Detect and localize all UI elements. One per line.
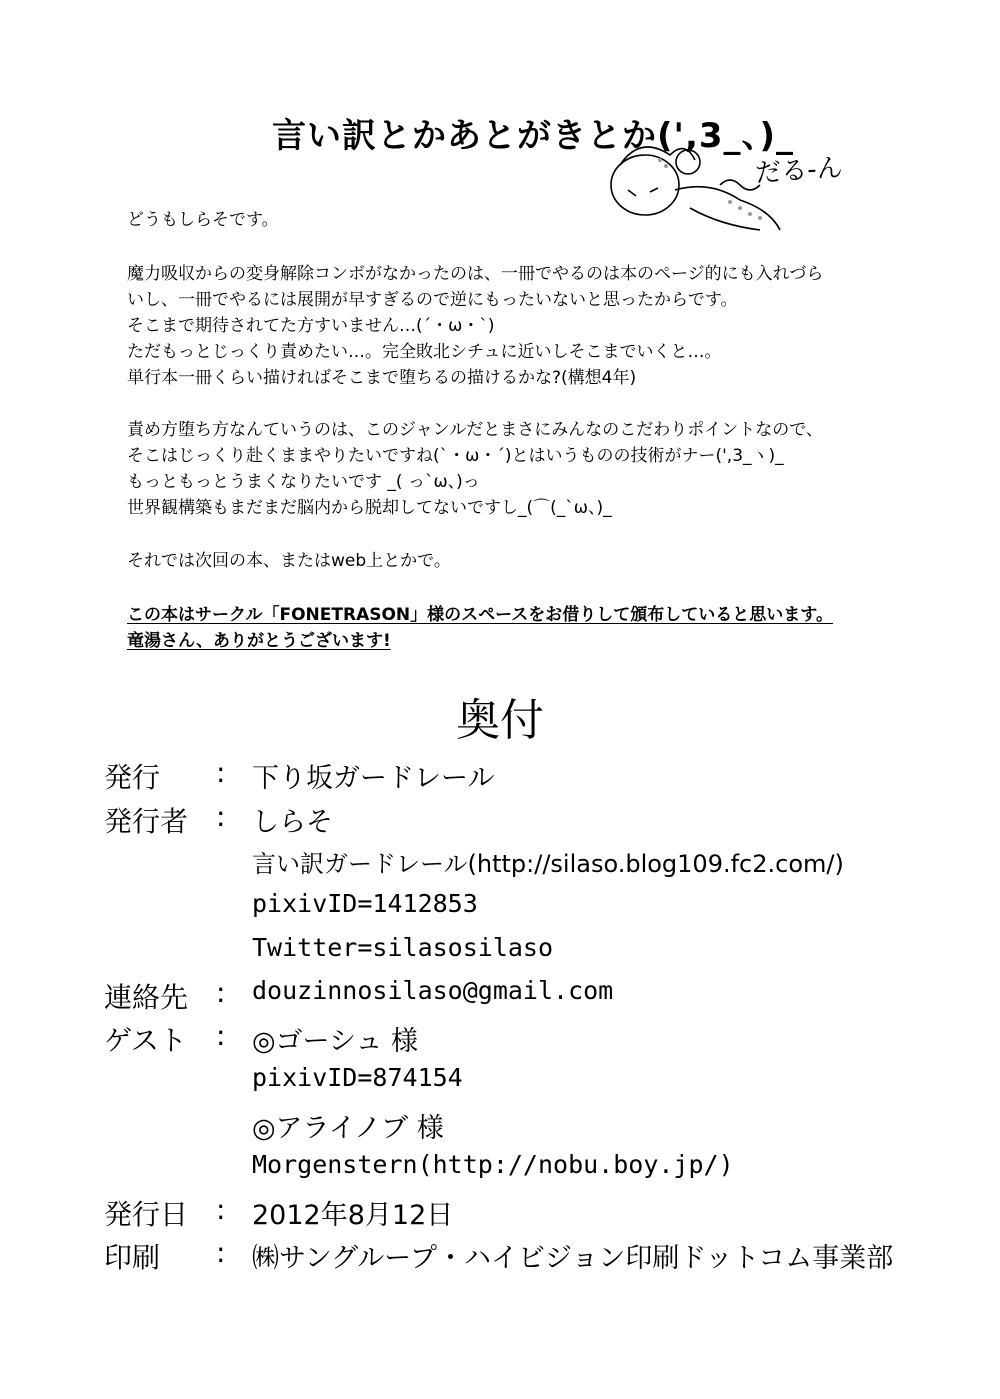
colophon-row-author bbox=[0, 800, 1000, 840]
row-value: ◎アライノブ 様 bbox=[252, 1113, 444, 1144]
text-line: 世界観構築もまだまだ脳内から脱却してないですし_(⌒(_`ω、)_ bbox=[127, 498, 612, 518]
colophon-row-continuation bbox=[0, 889, 1000, 929]
pixiv-id: pixivID=1412853 bbox=[252, 889, 478, 918]
colophon-row-guest bbox=[0, 1019, 1000, 1059]
text-line: いし、一冊でやるには展開が早すぎるので逆にもったいないと思ったからです。 bbox=[127, 290, 738, 310]
row-value: ◎ゴーシュ 様 bbox=[252, 1026, 419, 1057]
row-value: 下り坂ガードレール bbox=[252, 763, 495, 794]
email-address: douzinnosilaso@gmail.com bbox=[252, 976, 614, 1005]
colophon-title: 奥付 bbox=[456, 695, 544, 746]
colophon-row-continuation bbox=[0, 933, 1000, 973]
row-label: 発行日 bbox=[104, 1198, 189, 1231]
text-line: 魔力吸収からの変身解除コンボがなかったのは、一冊でやるのは本のページ的にも入れづら bbox=[127, 264, 824, 284]
thanks-notice: 竜湯さん、ありがとうございます! bbox=[127, 631, 391, 651]
colophon-row-continuation bbox=[0, 844, 1000, 884]
row-colon: : bbox=[216, 1236, 226, 1269]
text-line: 単行本一冊くらい描ければそこまで堕ちるの描けるかな?(構想4年) bbox=[127, 368, 637, 388]
publish-date: 2012年8月12日 bbox=[252, 1200, 454, 1231]
printer-name: ㈱サングループ・ハイビジョン印刷ドットコム事業部 bbox=[252, 1243, 894, 1274]
text-line: それでは次回の本、またはweb上とかで。 bbox=[127, 551, 451, 571]
row-colon: : bbox=[216, 976, 226, 1009]
row-colon: : bbox=[216, 800, 226, 833]
colophon-row-continuation bbox=[0, 1063, 1000, 1103]
doodle-caption: だる-ん bbox=[754, 152, 844, 190]
row-label: 印刷 bbox=[104, 1241, 161, 1274]
row-label: 連絡先 bbox=[104, 981, 189, 1014]
row-colon: : bbox=[216, 1019, 226, 1052]
colophon-row-continuation bbox=[0, 1106, 1000, 1146]
colophon-row-date bbox=[0, 1193, 1000, 1233]
text-line: ただもっとじっくり責めたい…。完全敗北シチュに近いしそこまでいくと…。 bbox=[127, 342, 722, 362]
row-colon: : bbox=[216, 1193, 226, 1226]
colophon-row-contact bbox=[0, 976, 1000, 1016]
text-line: そこまで期待されてた方すいません…(´・ω・`) bbox=[127, 316, 495, 336]
guest-link: Morgenstern(http://nobu.boy.jp/) bbox=[252, 1150, 734, 1179]
afterword-title: 言い訳とかあとがきとか(',3_、)_ bbox=[272, 116, 795, 156]
text-line: 責め方堕ち方なんていうのは、このジャンルだとまさにみんなのこだわりポイントなので、 bbox=[127, 420, 823, 440]
pixiv-id: pixivID=874154 bbox=[252, 1063, 463, 1092]
colophon-row-printer bbox=[0, 1236, 1000, 1276]
row-label: 発行 bbox=[104, 761, 161, 794]
text-line: もっともっとうまくなりたいです _( っ`ω、)っ bbox=[127, 472, 480, 492]
colophon-row-continuation bbox=[0, 1150, 1000, 1190]
row-label: 発行者 bbox=[104, 805, 189, 838]
text-line: どうもしらそです。 bbox=[127, 210, 279, 230]
circle-notice: この本はサークル「FONETRASON」様のスペースをお借りして頒布していると思います。 bbox=[127, 605, 833, 625]
row-colon: : bbox=[216, 756, 226, 789]
row-label: ゲスト bbox=[104, 1024, 187, 1057]
blog-link: 言い訳ガードレール(http://silaso.blog109.fc2.com/) bbox=[252, 850, 844, 878]
text-line: そこはじっくり赴くままやりたいですね(`・ω・´)とはいうものの技術がナー(',3_ヽ)_ bbox=[127, 446, 784, 466]
row-value: しらそ bbox=[252, 807, 333, 838]
twitter-id: Twitter=silasosilaso bbox=[252, 933, 554, 962]
colophon-row-publisher bbox=[0, 756, 1000, 796]
